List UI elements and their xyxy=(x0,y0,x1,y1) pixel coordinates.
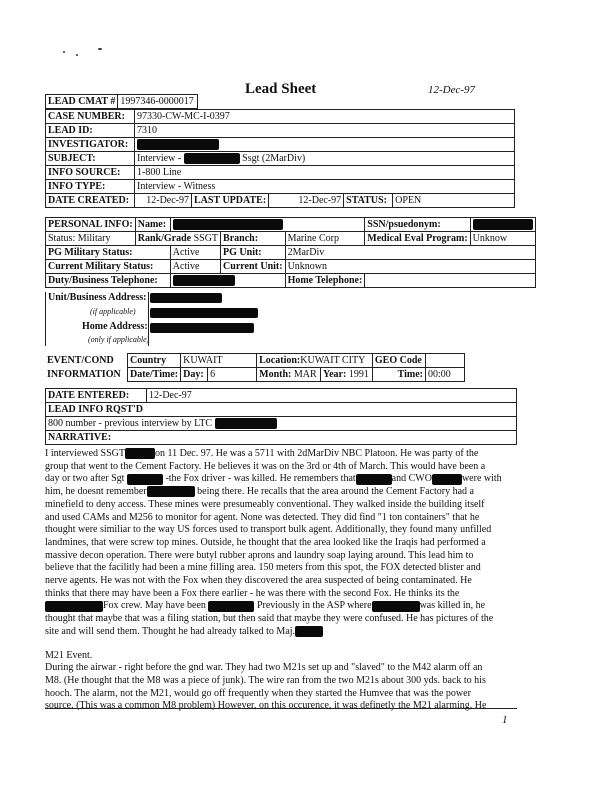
unit-address-label: Unit/Business Address: xyxy=(48,292,147,303)
redaction xyxy=(125,448,155,459)
investigator-value xyxy=(135,138,515,152)
info-source-label: INFO SOURCE: xyxy=(46,166,135,180)
status-label: STATUS: xyxy=(344,194,393,208)
name-label: Name: xyxy=(135,218,170,232)
month-value: MAR xyxy=(293,369,317,380)
narrative-line: Fox crew. May have been Previously in the ASP where was killed in, he xyxy=(45,600,517,613)
page-title: Lead Sheet xyxy=(245,81,317,97)
redaction xyxy=(150,293,222,303)
case-table xyxy=(45,109,515,208)
m21-title: M21 Event. xyxy=(45,649,93,661)
status-value: Military xyxy=(77,233,111,244)
redaction xyxy=(473,219,533,230)
scan-speck xyxy=(98,48,102,50)
redaction xyxy=(45,601,103,612)
branch-value: Marine Corp xyxy=(285,232,365,246)
redaction xyxy=(150,323,254,333)
narrative-line: nerve agents. He was not with the Fox when they discovered the area suspected of being contaminated. He xyxy=(45,575,472,587)
narrative-line: him, he doesnt remember being there. He recalls that the area around the Cement Factory had a xyxy=(45,486,474,498)
narrative-line: thought that maybe that was a filing station, but then said that maybe they were confused. He has pictures of the xyxy=(45,613,494,625)
lead-cmat-value: 1997346-0000017 xyxy=(118,95,198,109)
lead-id-label: LEAD ID: xyxy=(46,124,135,138)
page-number: 1 xyxy=(502,714,508,726)
month-label: Month: MAR xyxy=(257,368,321,382)
personal-info-table xyxy=(45,217,536,288)
redaction xyxy=(147,486,195,497)
current-status-label: Current Military Status: xyxy=(46,260,171,274)
redaction xyxy=(356,474,392,485)
rank-label: Rank/Grade SSGT xyxy=(135,232,220,246)
narrative-line: site and will send them. Thought he had already talked to Maj. xyxy=(45,626,517,639)
lead-info-value: 800 number - previous interview by LTC xyxy=(46,417,517,431)
redaction xyxy=(215,418,277,429)
event-table xyxy=(45,353,465,382)
ssn-label: SSN/psuedonym: xyxy=(365,218,470,232)
personal-info-label: PERSONAL INFO: xyxy=(46,218,136,232)
lead-id-value: 7310 xyxy=(135,124,515,138)
year-value: 1991 xyxy=(348,369,369,380)
redaction xyxy=(208,601,254,612)
location-label: Location:KUWAIT CITY xyxy=(257,354,373,368)
narrative-line: group that went to the Cement Factory. He believes it was on the 3rd or 4th of March. This would have been a xyxy=(45,460,486,472)
narrative-line: source. (This was a common M8 problem) However, on this occurence, it was definetly the M21 alarming. He xyxy=(45,700,487,712)
med-eval-label: Medical Eval Program: xyxy=(365,232,470,246)
branch-label: Branch: xyxy=(221,232,286,246)
narrative-label: NARRATIVE: xyxy=(46,431,517,445)
case-number-label: CASE NUMBER: xyxy=(46,110,135,124)
header-date: 12-Dec-97 xyxy=(428,84,476,96)
last-update-value: 12-Dec-97 xyxy=(269,194,344,208)
redaction xyxy=(184,153,240,164)
year-label: Year: 1991 xyxy=(321,368,373,382)
status-value: OPEN xyxy=(393,194,515,208)
geo-code-value xyxy=(426,354,465,368)
info-type-value: Interview - Witness xyxy=(135,180,515,194)
status-row xyxy=(46,232,136,246)
date-entered-value: 12-Dec-97 xyxy=(147,389,517,403)
narrative-line: thought were similiar to the way US forces used to transport bulk agent. Additionally, they found many unfilled xyxy=(45,524,492,536)
geo-code-label: GEO Code xyxy=(372,354,425,368)
country-value: KUWAIT xyxy=(181,354,257,368)
info-type-label: INFO TYPE: xyxy=(46,180,135,194)
info-source-value: 1-800 Line xyxy=(135,166,515,180)
subject-prefix: Interview - xyxy=(137,152,182,164)
home-phone-value xyxy=(365,274,535,288)
location-value: KUWAIT CITY xyxy=(300,355,366,366)
lead-cmat-label: LEAD CMAT # xyxy=(46,95,118,109)
country-label: Country xyxy=(128,354,181,368)
narrative-line: thinks that there may have been a Fox there earlier - he was there with the second Fox. He thinks its the xyxy=(45,587,460,599)
time-label: Time: xyxy=(372,368,425,382)
case-number-value: 97330-CW-MC-I-0397 xyxy=(135,110,515,124)
day-label: Day: xyxy=(181,368,208,382)
narrative-line: M8. (He thought that the M8 was a piece of junk). The wire ran from the two M21s about 300 yds. back to his xyxy=(45,674,486,686)
lead-info-label: LEAD INFO RQST'D xyxy=(46,403,517,417)
subject-value xyxy=(135,152,515,166)
redaction xyxy=(295,626,323,637)
home-address-label: Home Address: xyxy=(82,321,148,332)
footer-rule xyxy=(45,708,517,709)
date-created-label: DATE CREATED: xyxy=(46,194,135,208)
pg-unit-label: PG Unit: xyxy=(221,246,286,260)
duty-phone-value xyxy=(170,274,285,288)
scan-speck xyxy=(76,54,78,56)
only-if-applicable-note: (only if applicable) xyxy=(88,335,150,344)
if-applicable-note: (if applicable) xyxy=(90,307,136,316)
narrative-line: I interviewed SSGT on 11 Dec. 97. He was a 5711 with 2dMarDiv NBC Platoon. He was party of the xyxy=(45,448,479,459)
narrative-text xyxy=(45,448,517,713)
investigator-label: INVESTIGATOR: xyxy=(46,138,135,152)
redaction xyxy=(372,601,420,612)
redaction xyxy=(127,474,163,485)
event-label-2: INFORMATION xyxy=(47,369,121,380)
home-phone-label: Home Telephone: xyxy=(285,274,365,288)
day-value: 6 xyxy=(208,368,257,382)
subject-suffix: Ssgt (2MarDiv) xyxy=(242,152,306,164)
pg-status-label: PG Military Status: xyxy=(46,246,171,260)
rank-value: SSGT xyxy=(193,233,219,244)
datetime-label: Date/Time: xyxy=(128,368,181,382)
narrative-gap xyxy=(45,639,517,650)
pg-status-value: Active xyxy=(170,246,220,260)
duty-phone-label: Duty/Business Telephone: xyxy=(46,274,171,288)
name-value xyxy=(170,218,365,232)
redaction xyxy=(137,139,219,150)
narrative-line: During the airwar - right before the gnd war. They had two M21s set up and "slaved" to the M42 alarm off an xyxy=(45,662,483,674)
current-unit-value: Unknown xyxy=(285,260,535,274)
event-label-1: EVENT/COND xyxy=(47,355,114,366)
address-block xyxy=(45,292,516,346)
narrative-line: minefield to deny access. These mines were presumeably conventional. They walked inside the building itself xyxy=(45,498,485,510)
date-created-value: 12-Dec-97 xyxy=(135,194,192,208)
time-value: 00:00 xyxy=(426,368,465,382)
pg-unit-value: 2MarDiv xyxy=(285,246,535,260)
scan-speck xyxy=(63,51,65,53)
subject-label: SUBJECT: xyxy=(46,152,135,166)
narrative-line: landmines, that were screw top mines. Outside, he thought that the area looked like the Iraqis had performed a xyxy=(45,536,486,548)
ssn-value xyxy=(470,218,535,232)
current-status-value: Active xyxy=(170,260,220,274)
address-divider xyxy=(148,292,149,346)
redaction xyxy=(150,308,258,318)
last-update-label: LAST UPDATE: xyxy=(192,194,269,208)
redaction xyxy=(173,219,283,230)
date-entered-label: DATE ENTERED: xyxy=(46,389,147,403)
lead-cmat-row xyxy=(45,94,198,109)
entry-table xyxy=(45,388,517,445)
med-eval-value: Unknow xyxy=(470,232,535,246)
narrative-line: and used CAMs and M256 to monitor for agent. None was detected. They did find "1 ton containers" that he xyxy=(45,511,480,523)
narrative-line: believe that the facilitly had been a mine filling area. 150 meters from this spot, the FOX detected blister and xyxy=(45,562,481,574)
narrative-line: day or two after Sgt -the Fox driver - was killed. He remembers that and CWO were with xyxy=(45,473,502,485)
narrative-line: hooch. The alarm, not the M21, would go off frequently when they started the Humvee that was the power xyxy=(45,687,471,699)
narrative-line: massive decon operation. There were butyl rubber aprons and laundry soap laying around. This lead him to xyxy=(45,549,474,561)
current-unit-label: Current Unit: xyxy=(221,260,286,274)
status-label: Status: xyxy=(48,233,76,244)
redaction xyxy=(173,275,235,286)
redaction xyxy=(432,474,462,485)
